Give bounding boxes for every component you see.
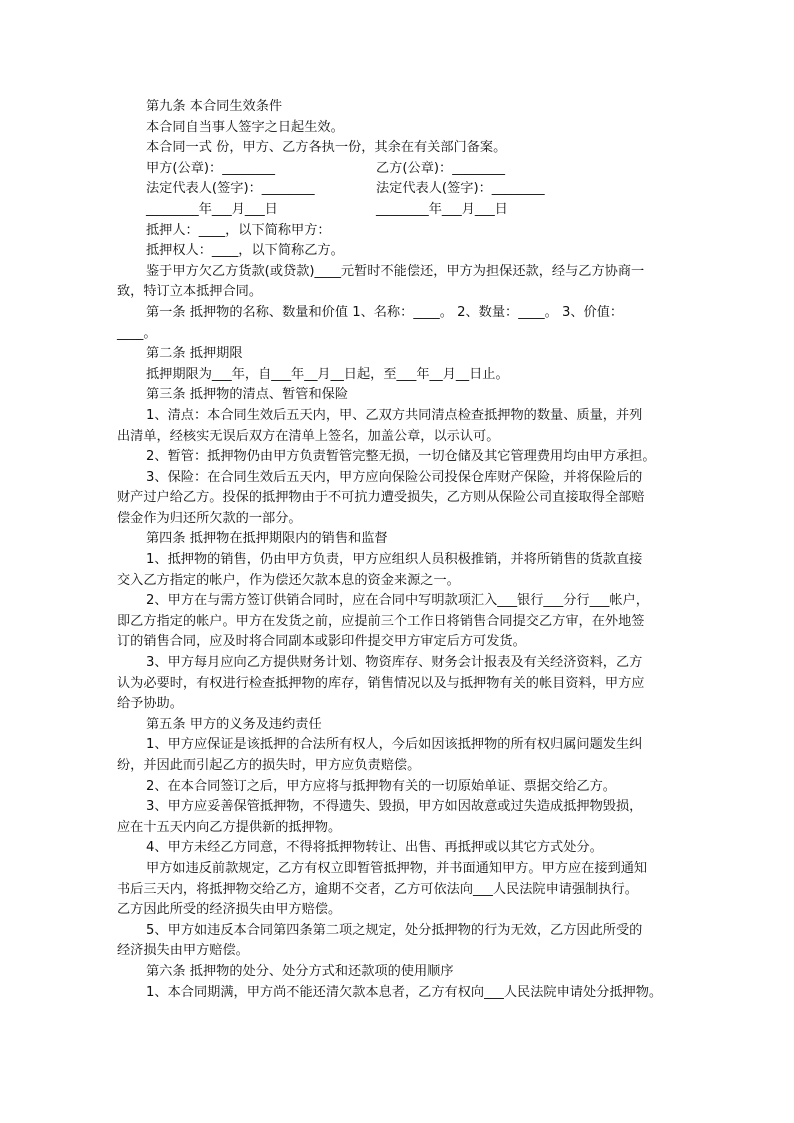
paragraph: 2、甲方在与需方签订供销合同时，应在合同中写明款项汇入___银行___分行___帐户， (146, 593, 649, 609)
paragraph: 出清单，经核实无误后双方在清单上签名，加盖公章，以示认可。 (117, 428, 500, 444)
paragraph: 鉴于甲方欠乙方货款(或贷款)____元暂时不能偿还，甲方为担保还款，经与乙方协商一 (146, 263, 645, 279)
paragraph: 乙方因此所受的经济损失由甲方赔偿。 (117, 902, 342, 918)
paragraph: 2、暂管：抵押物仍由甲方负责暂管完整无损，一切仓储及其它管理费用均由甲方承担。 (146, 449, 656, 465)
paragraph: 3、甲方每月应向乙方提供财务计划、物资库存、财务会计报表及有关经济资料，乙方 (146, 655, 643, 671)
signature-row-representative (117, 179, 677, 200)
paragraph: 1、抵押物的销售，仍由甲方负责，甲方应组织人员积极推销，并将所销售的货款直接 (146, 552, 643, 568)
paragraph: 书后三天内，将抵押物交给乙方，逾期不交者，乙方可依法向___人民法院申请强制执行。 (117, 881, 638, 897)
party-b-representative: 法定代表人(签字)：________ (376, 181, 545, 197)
party-b-date: ________年___月___日 (376, 201, 508, 217)
article-2-heading: 第二条 抵押期限 (146, 346, 243, 362)
party-b-seal: 乙方(公章)：________ (376, 160, 505, 176)
party-a-representative: 法定代表人(签字)：________ (146, 181, 315, 197)
paragraph: 5、甲方如违反本合同第四条第二项之规定，处分抵押物的行为无效，乙方因此所受的 (146, 922, 643, 938)
paragraph: 本合同自当事人签字之日起生效。 (146, 119, 344, 135)
article-9-heading: 第九条 本合同生效条件 (146, 99, 283, 114)
paragraph: ____。 (117, 325, 157, 341)
article-5-heading: 第五条 甲方的义务及违约责任 (146, 716, 322, 732)
mortgagor-line: 抵押人：____，以下简称甲方： (146, 222, 331, 238)
document-body (117, 97, 677, 1003)
paragraph: 3、保险：在合同生效后五天内，甲方应向保险公司投保仓库财产保险，并将保险后的 (146, 469, 643, 485)
paragraph: 纷，并因此而引起乙方的损失时，甲方应负责赔偿。 (117, 758, 421, 773)
article-1-heading: 第一条 抵押物的名称、数量和价值 1、名称：____。 2、数量：____。 3、价值： (146, 304, 624, 320)
party-a-date: ________年___月___日 (146, 201, 278, 217)
article-4-heading: 第四条 抵押物在抵押期限内的销售和监督 (146, 531, 388, 547)
mortgagee-line: 抵押权人：____，以下简称乙方。 (146, 243, 344, 259)
paragraph: 交入乙方指定的帐户，作为偿还欠款本息的资金来源之一。 (117, 572, 460, 588)
signature-row-seal (117, 159, 677, 180)
paragraph: 3、甲方应妥善保管抵押物，不得遗失、毁损，甲方如因故意或过失造成抵押物毁损， (146, 799, 643, 815)
paragraph: 财产过户给乙方。投保的抵押物由于不可抗力遭受损失，乙方则从保险公司直接取得全部赔 (117, 490, 645, 506)
paragraph: 1、清点：本合同生效后五天内，甲、乙双方共同清点检查抵押物的数量、质量，并列 (146, 407, 643, 423)
paragraph: 偿金作为归还所欠款的一部分。 (117, 510, 302, 526)
paragraph: 本合同一式 份，甲方、乙方各执一份，其余在有关部门备案。 (146, 140, 507, 156)
signature-row-date (117, 200, 677, 221)
party-a-seal: 甲方(公章)：________ (146, 160, 275, 176)
article-6-heading: 第六条 抵押物的处分、处分方式和还款项的使用顺序 (146, 963, 454, 979)
paragraph: 即乙方指定的帐户。甲方在发货之前，应提前三个工作日将销售合同提交乙方审，在外地签 (117, 613, 645, 629)
paragraph: 致，特订立本抵押合同。 (117, 284, 263, 300)
paragraph: 经济损失由甲方赔偿。 (117, 943, 249, 959)
paragraph: 订的销售合同，应及时将合同副本或影印件提交甲方审定后方可发货。 (117, 634, 526, 650)
paragraph: 应在十五天内向乙方提供新的抵押物。 (117, 819, 342, 835)
paragraph: 1、甲方应保证是该抵押的合法所有权人，今后如因该抵押物的所有权归属问题发生纠 (146, 737, 643, 753)
paragraph: 4、甲方未经乙方同意，不得将抵押物转让、出售、再抵押或以其它方式处分。 (146, 840, 603, 856)
paragraph: 认为必要时，有权进行检查抵押物的库存，销售情况以及与抵押物有关的帐目资料，甲方应 (117, 675, 645, 691)
paragraph: 1、本合同期满，甲方尚不能还清欠款本息者，乙方有权向___人民法院申请处分抵押物。 (146, 984, 663, 1000)
paragraph: 2、在本合同签订之后，甲方应将与抵押物有关的一切原始单证、票据交给乙方。 (146, 778, 616, 794)
paragraph: 给予协助。 (117, 696, 183, 712)
paragraph: 抵押期限为___年，自___年__月__日起，至___年__月__日止。 (146, 366, 509, 382)
paragraph: 甲方如违反前款规定，乙方有权立即暂管抵押物，并书面通知甲方。甲方应在接到通知 (146, 860, 648, 876)
article-3-heading: 第三条 抵押物的清点、暂管和保险 (146, 387, 349, 403)
